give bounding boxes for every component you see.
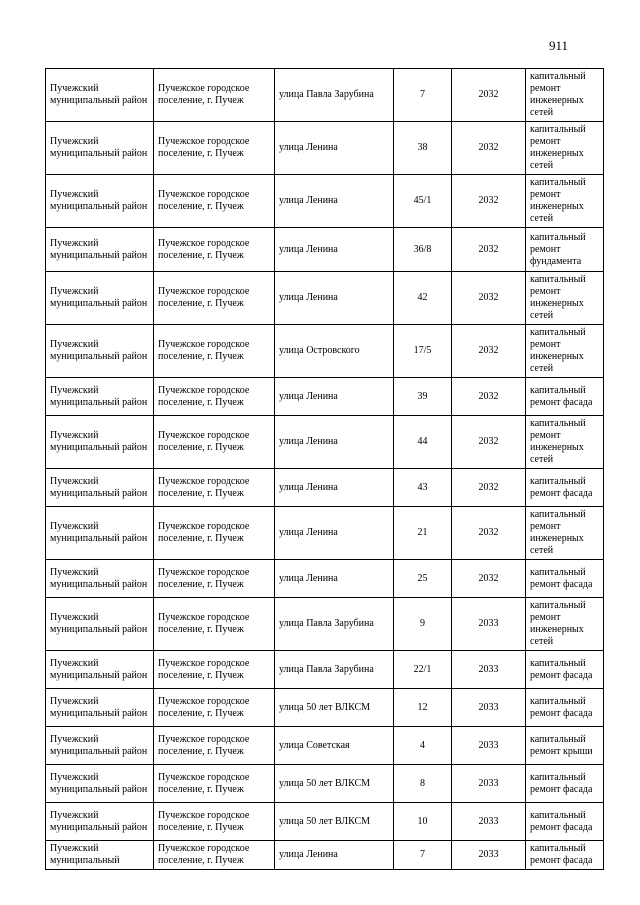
settlement-cell: Пучежское городское поселение, г. Пучеж	[154, 689, 275, 727]
settlement-cell: Пучежское городское поселение, г. Пучеж	[154, 228, 275, 272]
table-row	[46, 228, 604, 272]
house-number-cell: 10	[394, 803, 452, 841]
house-number-cell: 21	[394, 507, 452, 560]
house-number-cell: 36/8	[394, 228, 452, 272]
house-number-cell: 38	[394, 122, 452, 175]
work-type-cell: капитальный ремонт фасада	[526, 803, 604, 841]
work-type-cell: капитальный ремонт фасада	[526, 689, 604, 727]
district-cell: Пучежский муниципальный район	[46, 272, 154, 325]
settlement-cell: Пучежское городское поселение, г. Пучеж	[154, 841, 275, 870]
year-cell: 2032	[452, 228, 526, 272]
table-row	[46, 69, 604, 122]
year-cell: 2033	[452, 727, 526, 765]
house-number-cell: 9	[394, 598, 452, 651]
settlement-cell: Пучежское городское поселение, г. Пучеж	[154, 69, 275, 122]
table-row	[46, 841, 604, 870]
year-cell: 2032	[452, 122, 526, 175]
year-cell: 2033	[452, 841, 526, 870]
district-cell: Пучежский муниципальный район	[46, 689, 154, 727]
repair-schedule-table	[45, 68, 604, 870]
house-number-cell: 44	[394, 416, 452, 469]
year-cell: 2032	[452, 325, 526, 378]
street-cell: улица Советская	[275, 727, 394, 765]
house-number-cell: 45/1	[394, 175, 452, 228]
street-cell: улица Ленина	[275, 175, 394, 228]
street-cell: улица Ленина	[275, 122, 394, 175]
work-type-cell: капитальный ремонт инженерных сетей	[526, 507, 604, 560]
table-row	[46, 651, 604, 689]
street-cell: улица Ленина	[275, 416, 394, 469]
table-row	[46, 469, 604, 507]
street-cell: улица 50 лет ВЛКСМ	[275, 765, 394, 803]
street-cell: улица Ленина	[275, 378, 394, 416]
settlement-cell: Пучежское городское поселение, г. Пучеж	[154, 325, 275, 378]
work-type-cell: капитальный ремонт инженерных сетей	[526, 272, 604, 325]
street-cell: улица Ленина	[275, 560, 394, 598]
year-cell: 2032	[452, 416, 526, 469]
house-number-cell: 7	[394, 841, 452, 870]
district-cell: Пучежский муниципальный район	[46, 416, 154, 469]
settlement-cell: Пучежское городское поселение, г. Пучеж	[154, 727, 275, 765]
district-cell: Пучежский муниципальный район	[46, 122, 154, 175]
house-number-cell: 25	[394, 560, 452, 598]
work-type-cell: капитальный ремонт фасада	[526, 841, 604, 870]
settlement-cell: Пучежское городское поселение, г. Пучеж	[154, 803, 275, 841]
settlement-cell: Пучежское городское поселение, г. Пучеж	[154, 507, 275, 560]
table-row	[46, 325, 604, 378]
settlement-cell: Пучежское городское поселение, г. Пучеж	[154, 122, 275, 175]
district-cell: Пучежский муниципальный район	[46, 727, 154, 765]
year-cell: 2033	[452, 689, 526, 727]
work-type-cell: капитальный ремонт фасада	[526, 765, 604, 803]
house-number-cell: 8	[394, 765, 452, 803]
year-cell: 2032	[452, 378, 526, 416]
year-cell: 2032	[452, 69, 526, 122]
street-cell: улица Ленина	[275, 228, 394, 272]
house-number-cell: 7	[394, 69, 452, 122]
table-row	[46, 727, 604, 765]
work-type-cell: капитальный ремонт инженерных сетей	[526, 325, 604, 378]
work-type-cell: капитальный ремонт инженерных сетей	[526, 69, 604, 122]
district-cell: Пучежский муниципальный район	[46, 560, 154, 598]
district-cell: Пучежский муниципальный	[46, 841, 154, 870]
year-cell: 2032	[452, 560, 526, 598]
year-cell: 2033	[452, 598, 526, 651]
settlement-cell: Пучежское городское поселение, г. Пучеж	[154, 378, 275, 416]
district-cell: Пучежский муниципальный район	[46, 69, 154, 122]
year-cell: 2033	[452, 803, 526, 841]
settlement-cell: Пучежское городское поселение, г. Пучеж	[154, 598, 275, 651]
house-number-cell: 17/5	[394, 325, 452, 378]
street-cell: улица Островского	[275, 325, 394, 378]
year-cell: 2032	[452, 175, 526, 228]
settlement-cell: Пучежское городское поселение, г. Пучеж	[154, 469, 275, 507]
street-cell: улица Ленина	[275, 469, 394, 507]
year-cell: 2033	[452, 651, 526, 689]
work-type-cell: капитальный ремонт инженерных сетей	[526, 175, 604, 228]
district-cell: Пучежский муниципальный район	[46, 469, 154, 507]
district-cell: Пучежский муниципальный район	[46, 803, 154, 841]
table-row	[46, 803, 604, 841]
street-cell: улица Ленина	[275, 507, 394, 560]
district-cell: Пучежский муниципальный район	[46, 175, 154, 228]
work-type-cell: капитальный ремонт инженерных сетей	[526, 416, 604, 469]
year-cell: 2032	[452, 469, 526, 507]
year-cell: 2032	[452, 272, 526, 325]
settlement-cell: Пучежское городское поселение, г. Пучеж	[154, 560, 275, 598]
district-cell: Пучежский муниципальный район	[46, 228, 154, 272]
district-cell: Пучежский муниципальный район	[46, 507, 154, 560]
table-body	[46, 69, 604, 870]
table-row	[46, 175, 604, 228]
work-type-cell: капитальный ремонт инженерных сетей	[526, 122, 604, 175]
table-row	[46, 122, 604, 175]
table-row	[46, 416, 604, 469]
house-number-cell: 39	[394, 378, 452, 416]
work-type-cell: капитальный ремонт инженерных сетей	[526, 598, 604, 651]
table-row	[46, 765, 604, 803]
work-type-cell: капитальный ремонт фасада	[526, 560, 604, 598]
work-type-cell: капитальный ремонт фасада	[526, 469, 604, 507]
table-row	[46, 378, 604, 416]
district-cell: Пучежский муниципальный район	[46, 378, 154, 416]
settlement-cell: Пучежское городское поселение, г. Пучеж	[154, 651, 275, 689]
street-cell: улица Павла Зарубина	[275, 69, 394, 122]
table-row	[46, 689, 604, 727]
street-cell: улица Павла Зарубина	[275, 598, 394, 651]
house-number-cell: 43	[394, 469, 452, 507]
work-type-cell: капитальный ремонт фундамента	[526, 228, 604, 272]
table-row	[46, 507, 604, 560]
street-cell: улица Ленина	[275, 841, 394, 870]
work-type-cell: капитальный ремонт фасада	[526, 378, 604, 416]
year-cell: 2033	[452, 765, 526, 803]
work-type-cell: капитальный ремонт крыши	[526, 727, 604, 765]
house-number-cell: 4	[394, 727, 452, 765]
settlement-cell: Пучежское городское поселение, г. Пучеж	[154, 416, 275, 469]
page-number: 911	[548, 38, 568, 53]
table-row	[46, 272, 604, 325]
settlement-cell: Пучежское городское поселение, г. Пучеж	[154, 175, 275, 228]
street-cell: улица 50 лет ВЛКСМ	[275, 803, 394, 841]
year-cell: 2032	[452, 507, 526, 560]
district-cell: Пучежский муниципальный район	[46, 598, 154, 651]
district-cell: Пучежский муниципальный район	[46, 325, 154, 378]
house-number-cell: 42	[394, 272, 452, 325]
street-cell: улица Ленина	[275, 272, 394, 325]
table-row	[46, 598, 604, 651]
district-cell: Пучежский муниципальный район	[46, 765, 154, 803]
street-cell: улица Павла Зарубина	[275, 651, 394, 689]
settlement-cell: Пучежское городское поселение, г. Пучеж	[154, 765, 275, 803]
district-cell: Пучежский муниципальный район	[46, 651, 154, 689]
street-cell: улица 50 лет ВЛКСМ	[275, 689, 394, 727]
house-number-cell: 12	[394, 689, 452, 727]
house-number-cell: 22/1	[394, 651, 452, 689]
settlement-cell: Пучежское городское поселение, г. Пучеж	[154, 272, 275, 325]
table-row	[46, 560, 604, 598]
work-type-cell: капитальный ремонт фасада	[526, 651, 604, 689]
